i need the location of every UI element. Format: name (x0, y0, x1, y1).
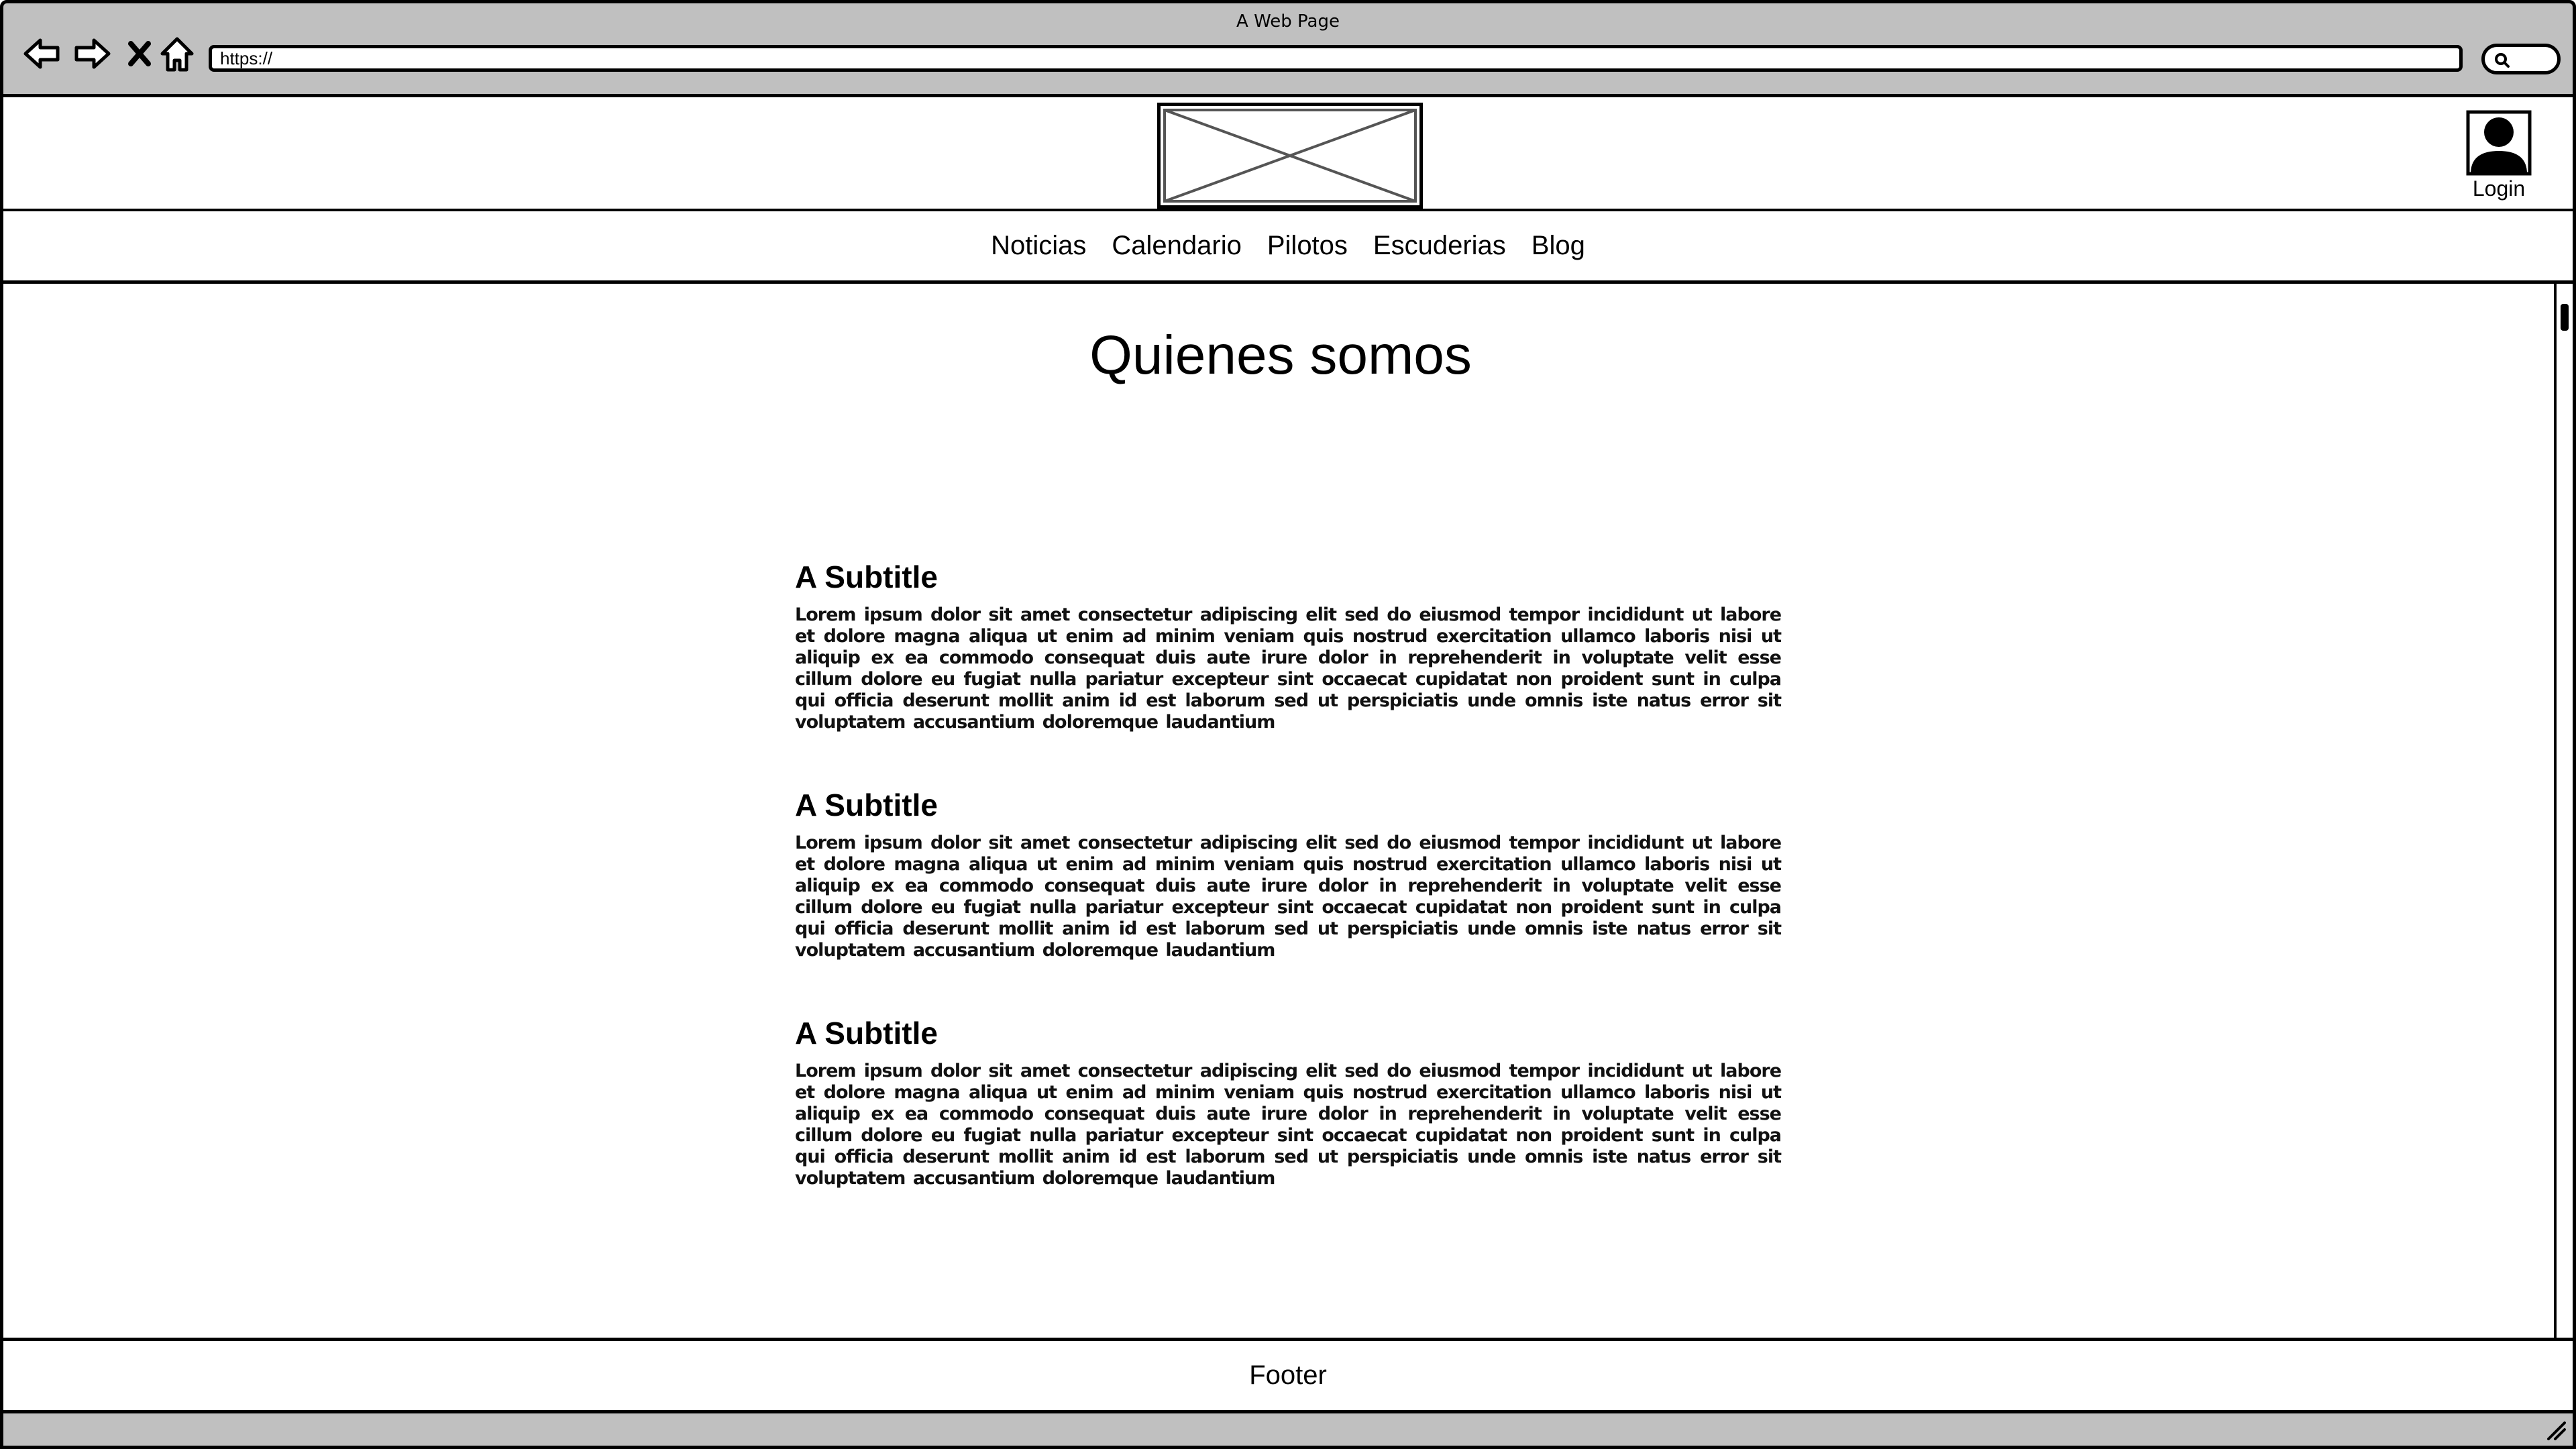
resize-grip-icon[interactable] (2544, 1419, 2567, 1442)
image-placeholder-icon (1157, 103, 1423, 209)
site-footer (3, 1338, 2573, 1410)
browser-search-box[interactable] (2481, 44, 2561, 74)
window-title: A Web Page (1236, 11, 1340, 32)
browser-status-bar (3, 1410, 2573, 1446)
user-icon (2465, 109, 2532, 176)
search-icon (2490, 48, 2517, 72)
main-content (3, 284, 2558, 1338)
section-text: Lorem ipsum dolor sit amet consectetur adipiscing elit sed do eiusmod tempor incididunt ut labore et dolore magna aliqua ut enim ad minim veniam quis nostrud exercitation ullamco laboris nisi ut aliquip ex ea commodo consequat duis aute irure dolor in reprehenderit in voluptate velit esse cillum dolore eu fugiat nulla pariatur excepteur sint occaecat cupidatat non proident sunt in culpa qui officia deserunt mollit anim id est laborum sed ut perspiciatis unde omnis iste natus error sit voluptatem accusantium doloremque laudantium (795, 604, 1781, 733)
content-section (795, 1015, 1781, 1189)
page-title: Quienes somos (1089, 325, 1472, 386)
nav-item-calendario[interactable]: Calendario (1112, 231, 1242, 260)
nav-item-blog[interactable]: Blog (1531, 231, 1585, 260)
nav-item-noticias[interactable]: Noticias (991, 231, 1087, 260)
back-icon[interactable] (18, 30, 65, 77)
footer-label: Footer (1249, 1360, 1327, 1390)
home-icon[interactable] (154, 30, 201, 77)
nav-item-pilotos[interactable]: Pilotos (1267, 231, 1348, 260)
section-subtitle: A Subtitle (795, 1016, 938, 1051)
nav-item-escuderias[interactable]: Escuderias (1373, 231, 1506, 260)
login-label: Login (2472, 176, 2526, 201)
vertical-scrollbar[interactable] (2554, 284, 2573, 1338)
section-text: Lorem ipsum dolor sit amet consectetur adipiscing elit sed do eiusmod tempor incididunt ut labore et dolore magna aliqua ut enim ad minim veniam quis nostrud exercitation ullamco laboris nisi ut aliquip ex ea commodo consequat duis aute irure dolor in reprehenderit in voluptate velit esse cillum dolore eu fugiat nulla pariatur excepteur sint occaecat cupidatat non proident sunt in culpa qui officia deserunt mollit anim id est laborum sed ut perspiciatis unde omnis iste natus error sit voluptatem accusantium doloremque laudantium (795, 833, 1781, 961)
section-subtitle: A Subtitle (795, 559, 938, 594)
browser-toolbar (0, 0, 2576, 97)
section-text: Lorem ipsum dolor sit amet consectetur adipiscing elit sed do eiusmod tempor incididunt ut labore et dolore magna aliqua ut enim ad minim veniam quis nostrud exercitation ullamco laboris nisi ut aliquip ex ea commodo consequat duis aute irure dolor in reprehenderit in voluptate velit esse cillum dolore eu fugiat nulla pariatur excepteur sint occaecat cupidatat non proident sunt in culpa qui officia deserunt mollit anim id est laborum sed ut perspiciatis unde omnis iste natus error sit voluptatem accusantium doloremque laudantium (795, 1061, 1781, 1189)
login-button[interactable] (2459, 109, 2539, 203)
content-section (795, 787, 1781, 961)
url-input[interactable]: https:// (209, 45, 2463, 72)
site-header (3, 97, 2573, 211)
main-nav (3, 211, 2573, 284)
scrollbar-thumb[interactable] (2561, 304, 2569, 331)
forward-icon[interactable] (69, 30, 116, 77)
web-page (0, 97, 2576, 1449)
section-subtitle: A Subtitle (795, 788, 938, 822)
content-section (795, 559, 1781, 733)
